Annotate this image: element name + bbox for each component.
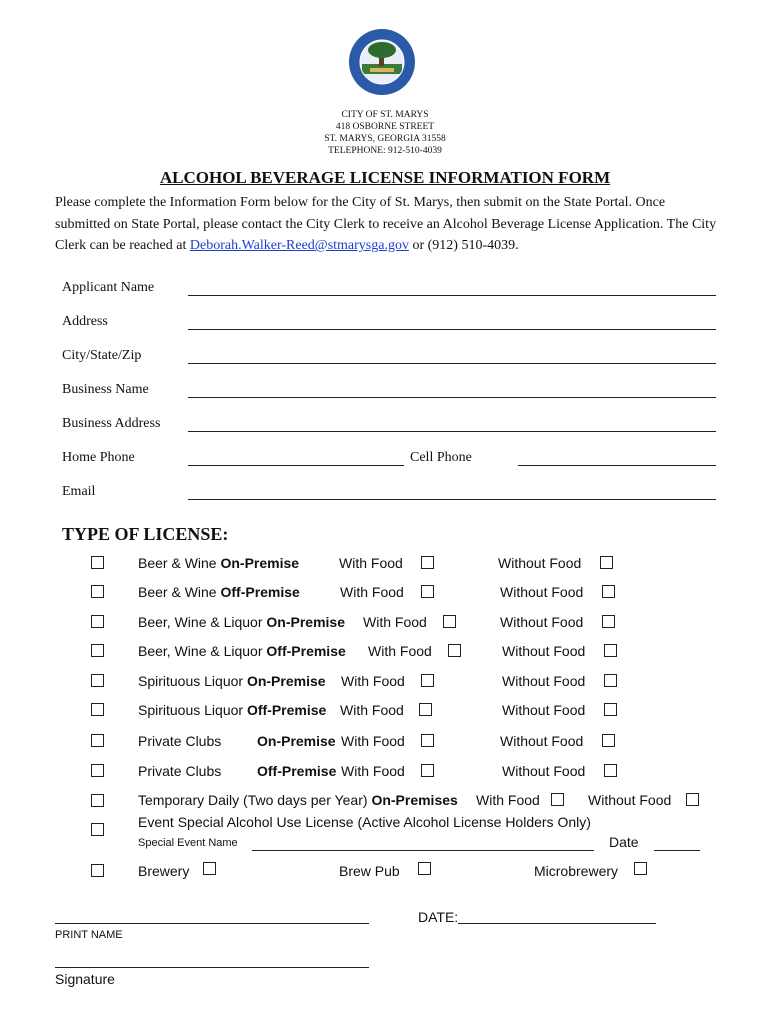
license-type-label: Spirituous Liquor Off-Premise [138, 702, 327, 718]
with-food-label: With Food [340, 584, 404, 600]
license-checkbox[interactable] [91, 764, 104, 777]
without-food-label: Without Food [502, 673, 586, 689]
with-food-checkbox[interactable] [448, 644, 461, 657]
with-food-label: With Food [363, 614, 427, 630]
without-food-checkbox[interactable] [604, 703, 617, 716]
without-food-checkbox[interactable] [686, 793, 699, 806]
without-food-checkbox[interactable] [602, 615, 615, 628]
with-food-label: With Food [340, 702, 404, 718]
with-food-label: With Food [368, 643, 432, 659]
event-license-label: Event Special Alcohol Use License (Active Alcohol License Holders Only) [138, 814, 591, 830]
license-checkbox[interactable] [91, 674, 104, 687]
with-food-checkbox[interactable] [421, 734, 434, 747]
license-type-label: Private Clubs [138, 763, 222, 779]
with-food-checkbox[interactable] [421, 556, 434, 569]
business-address-line[interactable] [188, 431, 716, 432]
without-food-checkbox[interactable] [602, 734, 615, 747]
brewery-row-checkbox[interactable] [91, 864, 104, 877]
license-checkbox[interactable] [91, 615, 104, 628]
clerk-email-link[interactable]: Deborah.Walker-Reed@stmarysga.gov [189, 238, 409, 253]
license-type-label: Beer, Wine & Liquor Off-Premise [138, 643, 346, 659]
license-checkbox[interactable] [91, 734, 104, 747]
with-food-checkbox[interactable] [421, 764, 434, 777]
license-checkbox[interactable] [91, 556, 104, 569]
license-checkbox[interactable] [91, 703, 104, 716]
header-block [0, 109, 770, 157]
brewery-checkbox[interactable] [203, 862, 216, 875]
without-food-label: Without Food [588, 792, 672, 808]
brewery-label: Brewery [138, 863, 190, 879]
header-line-2: 418 OSBORNE STREET [335, 122, 435, 132]
header-line-1: CITY OF ST. MARYS [341, 110, 429, 120]
intro-text-after: or (912) 510-4039. [408, 238, 519, 253]
with-food-label: With Food [339, 555, 403, 571]
cell-phone-label: Cell Phone [410, 450, 472, 465]
business-name-label: Business Name [62, 382, 149, 397]
with-food-checkbox[interactable] [421, 585, 434, 598]
without-food-label: Without Food [498, 555, 582, 571]
address-label: Address [62, 314, 108, 329]
date-label: DATE: [418, 909, 459, 925]
applicant-name-label: Applicant Name [62, 280, 155, 295]
email-line[interactable] [188, 499, 716, 500]
city-state-zip-line[interactable] [188, 363, 716, 364]
without-food-label: Without Food [500, 733, 584, 749]
license-premise-label: Off-Premise [257, 763, 337, 779]
print-name-line[interactable] [55, 923, 369, 924]
without-food-checkbox[interactable] [604, 644, 617, 657]
header-line-4: TELEPHONE: 912-510-4039 [328, 146, 442, 156]
without-food-label: Without Food [502, 643, 586, 659]
date-line[interactable] [458, 923, 656, 924]
special-event-name-line[interactable] [252, 850, 594, 851]
microbrewery-label: Microbrewery [534, 863, 619, 879]
signature-label: Signature [55, 971, 115, 987]
with-food-checkbox[interactable] [419, 703, 432, 716]
license-premise-label: On-Premise [257, 733, 336, 749]
with-food-checkbox[interactable] [443, 615, 456, 628]
without-food-checkbox[interactable] [602, 585, 615, 598]
license-type-label: Beer, Wine & Liquor On-Premise [138, 614, 345, 630]
without-food-checkbox[interactable] [604, 674, 617, 687]
license-section-title: TYPE OF LICENSE: [62, 524, 229, 544]
business-address-label: Business Address [62, 416, 161, 431]
without-food-checkbox[interactable] [604, 764, 617, 777]
cell-phone-line[interactable] [518, 465, 716, 466]
print-name-label: PRINT NAME [55, 929, 123, 941]
special-event-name-label: Special Event Name [138, 837, 238, 849]
without-food-label: Without Food [500, 614, 584, 630]
business-name-line[interactable] [188, 397, 716, 398]
with-food-label: With Food [341, 763, 405, 779]
brew-pub-checkbox[interactable] [418, 862, 431, 875]
temporary-license-label: Temporary Daily (Two days per Year) On-Premises [138, 792, 458, 808]
without-food-checkbox[interactable] [600, 556, 613, 569]
event-date-line[interactable] [654, 850, 700, 851]
microbrewery-checkbox[interactable] [634, 862, 647, 875]
license-type-label: Beer & Wine Off-Premise [138, 584, 300, 600]
without-food-label: Without Food [502, 763, 586, 779]
license-type-label: Beer & Wine On-Premise [138, 555, 300, 571]
home-phone-line[interactable] [188, 465, 404, 466]
city-state-zip-label: City/State/Zip [62, 348, 142, 363]
license-checkbox[interactable] [91, 585, 104, 598]
applicant-name-line[interactable] [188, 295, 716, 296]
temporary-license-checkbox[interactable] [91, 794, 104, 807]
event-date-label: Date [609, 834, 639, 850]
license-type-label: Spirituous Liquor On-Premise [138, 673, 326, 689]
with-food-checkbox[interactable] [421, 674, 434, 687]
city-seal-logo [348, 28, 416, 96]
license-checkbox[interactable] [91, 644, 104, 657]
signature-line[interactable] [55, 967, 369, 968]
event-license-checkbox[interactable] [91, 823, 104, 836]
form-title: ALCOHOL BEVERAGE LICENSE INFORMATION FORM [159, 168, 611, 187]
with-food-checkbox[interactable] [551, 793, 564, 806]
license-type-label: Private Clubs [138, 733, 222, 749]
email-label: Email [62, 484, 96, 499]
without-food-label: Without Food [500, 584, 584, 600]
with-food-label: With Food [341, 733, 405, 749]
with-food-label: With Food [341, 673, 405, 689]
without-food-label: Without Food [502, 702, 586, 718]
intro-paragraph [55, 192, 717, 257]
brew-pub-label: Brew Pub [339, 863, 400, 879]
intro-text: Please complete the Information Form below for the City of St. Marys, then submit on the State Portal. Once submitted on State Portal, please contact the City Clerk to receive an Alcohol Beverage License Application. The City Clerk can be reached at [55, 195, 717, 253]
home-phone-label: Home Phone [62, 450, 135, 465]
address-line[interactable] [188, 329, 716, 330]
header-line-3: ST. MARYS, GEORGIA 31558 [324, 134, 446, 144]
with-food-label: With Food [476, 792, 540, 808]
